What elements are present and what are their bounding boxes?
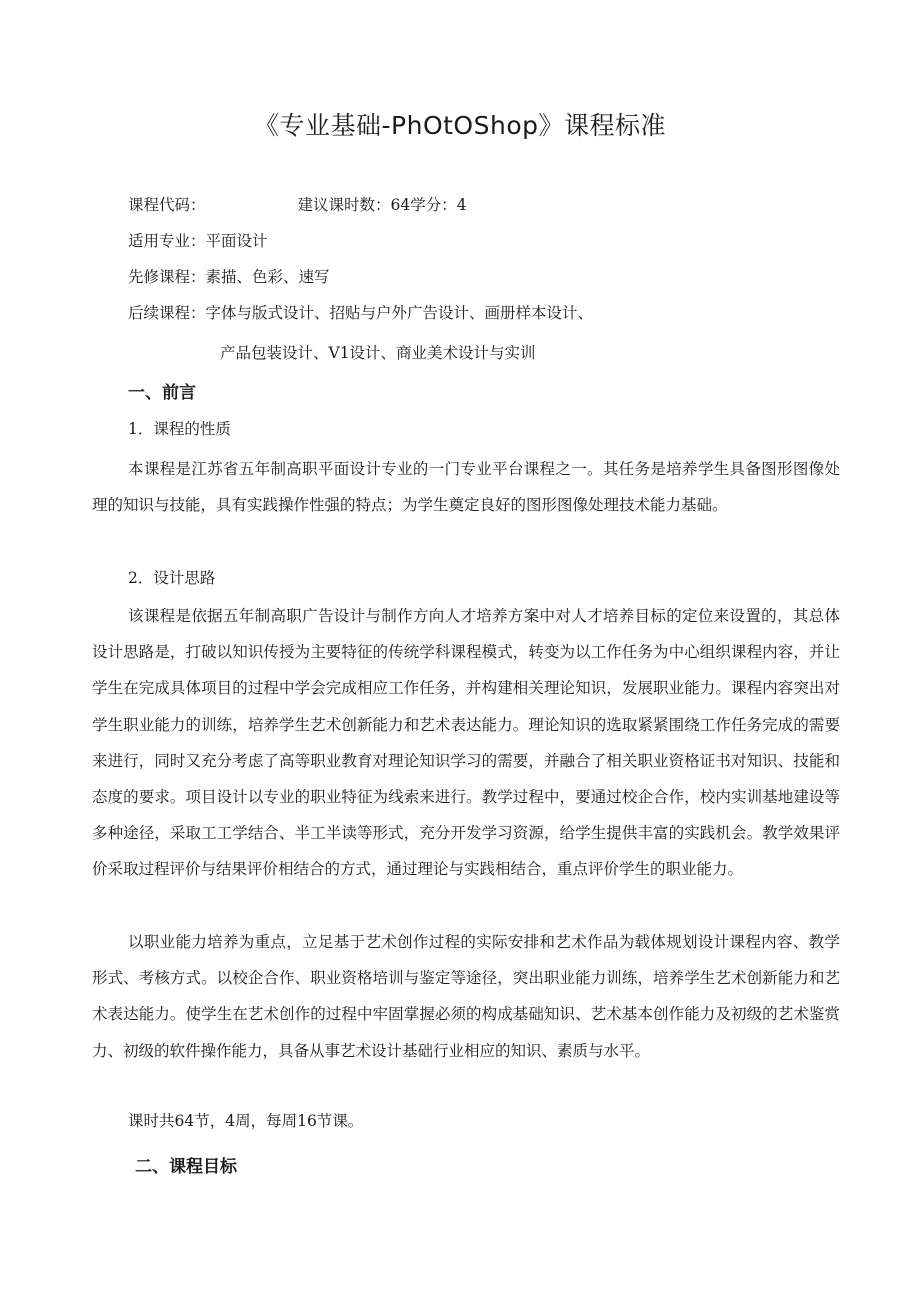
class-hours-note: 课时共64节，4周，每周16节课。 (128, 1112, 364, 1130)
section-heading-course-goals: 二、课程目标 (135, 1157, 237, 1177)
paragraph-design-approach: 该课程是依据五年制高职广告设计与制作方向人才培养方案中对人才培养目标的定位来设置的，其总体设计思路是，打破以知识传授为主要特征的传统学科课程模式，转变为以工作任务为中心组织课程内容，并让学生在完成具体项目的过程中学会完成相应工作任务，并构建相关理论知识，发展职业能力。课程内容突出对学生职业能力的训练，培养学生艺术创新能力和艺术表达能力。理论知识的选取紧紧围绕工作任务完成的需要来进行，同时又充分考虑了高等职业教育对理论知识学习的需要，并融合了相关职业资格证书对知识、技能和态度的要求。项目设计以专业的职业特征为线索来进行。教学过程中，要通过校企合作，校内实训基地建设等多种途径，采取工工学结合、半工半读等形式，充分开发学习资源，给学生提供丰富的实践机会。教学效果评价采取过程评价与结果评价相结合的方式，通过理论与实践相结合，重点评价学生的职业能力。 (92, 607, 840, 879)
paragraph-course-nature: 本课程是江苏省五年制高职平面设计专业的一门专业平台课程之一。其任务是培养学生具备图形图像处理的知识与技能，具有实践操作性强的特点；为学生奠定良好的图形图像处理技术能力基础。 (92, 460, 840, 515)
course-code-label: 课程代码： (128, 196, 206, 214)
prerequisite-courses: 先修课程：素描、色彩、速写 (128, 268, 330, 286)
subheading-design-approach: 2．设计思路 (128, 569, 216, 587)
paragraph-ability-focus: 以职业能力培养为重点，立足基于艺术创作过程的实际安排和艺术作品为载体规划设计课程内容、教学形式、考核方式。以校企合作、职业资格培训与鉴定等途径，突出职业能力训练，培养学生艺术创新能力和艺术表达能力。使学生在艺术创作的过程中牢固掌握必须的构成基础知识、艺术基本创作能力及初级的艺术鉴赏力、初级的软件操作能力，具备从事艺术设计基础行业相应的知识、素质与水平。 (92, 933, 840, 1060)
hours-credits: 建议课时数：64学分：4 (297, 196, 467, 214)
follow-up-courses-continued: 产品包装设计、V1设计、商业美术设计与实训 (220, 344, 536, 362)
section-heading-preface: 一、前言 (128, 383, 196, 403)
follow-up-courses: 后续课程：字体与版式设计、招贴与户外广告设计、画册样本设计、 (128, 304, 594, 322)
course-code-and-hours (128, 194, 467, 216)
subheading-course-nature: 1．课程的性质 (128, 420, 231, 438)
applicable-major: 适用专业：平面设计 (128, 232, 268, 250)
document-title: 《专业基础-PhOtOShop》课程标准 (254, 111, 666, 140)
